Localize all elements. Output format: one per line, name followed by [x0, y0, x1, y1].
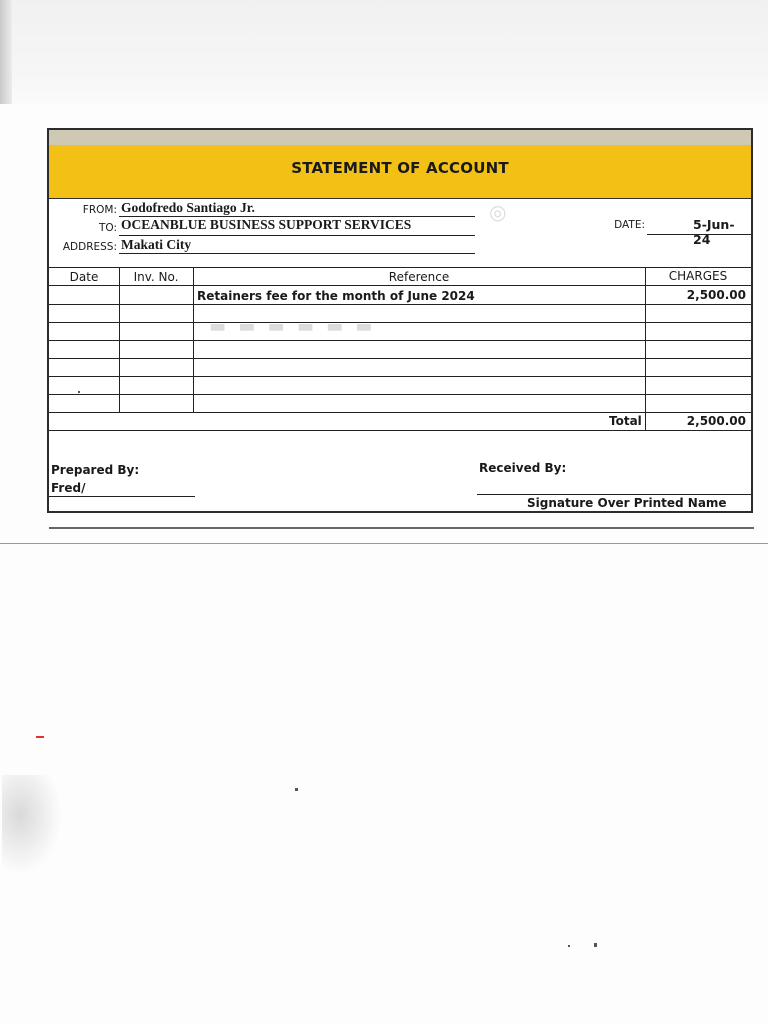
to-label: TO: — [98, 222, 117, 234]
prepared-by-label: Prepared By: — [51, 463, 140, 477]
received-by-label: Received By: — [479, 461, 567, 475]
top-strip — [49, 130, 751, 146]
scan-speck — [78, 391, 80, 393]
date-underline — [647, 234, 751, 235]
scan-speck — [36, 736, 44, 738]
from-value: Godofredo Santiago Jr. — [121, 200, 255, 215]
prepared-by-underline — [49, 496, 195, 497]
scan-speck — [594, 943, 597, 947]
page-edge-rule — [49, 527, 754, 529]
address-value: Makati City — [121, 237, 192, 252]
to-underline — [119, 235, 475, 236]
received-by-underline — [477, 494, 751, 495]
page-edge-rule — [0, 543, 768, 544]
date-value: 5-Jun-24 — [693, 217, 735, 247]
to-value: OCEANBLUE BUSINESS SUPPORT SERVICES — [121, 217, 412, 232]
scan-shadow-left — [0, 0, 12, 104]
total-label: Total — [609, 414, 642, 428]
address-underline — [119, 253, 475, 254]
col-divider — [119, 267, 120, 412]
col-header-inv-no: Inv. No. — [133, 270, 179, 284]
row-reference: Retainers fee for the month of June 2024 — [197, 289, 475, 303]
col-header-reference: Reference — [388, 270, 450, 284]
address-label: ADDRESS: — [62, 241, 117, 253]
row-charges: 2,500.00 — [686, 288, 746, 302]
signature-label: Signature Over Printed Name — [527, 496, 727, 510]
scan-speck — [568, 945, 570, 947]
col-divider — [193, 267, 194, 412]
total-rule — [49, 430, 751, 431]
from-label: FROM: — [82, 204, 117, 216]
prepared-by-value: Fred/ — [51, 481, 86, 495]
document-title: STATEMENT OF ACCOUNT — [291, 159, 509, 177]
col-header-charges: CHARGES — [668, 269, 728, 283]
scan-speck — [295, 788, 298, 791]
statement-of-account-form — [47, 128, 753, 513]
bleed-through-mark: ◎ — [489, 200, 507, 224]
total-value: 2,500.00 — [686, 414, 746, 428]
col-header-date: Date — [69, 270, 99, 284]
bleed-through-mark: ▬ ▬ ▬ ▬ ▬ ▬ — [209, 316, 376, 337]
scan-smudge — [2, 775, 62, 875]
scan-background-top — [0, 0, 768, 104]
date-label: DATE: — [614, 219, 645, 231]
